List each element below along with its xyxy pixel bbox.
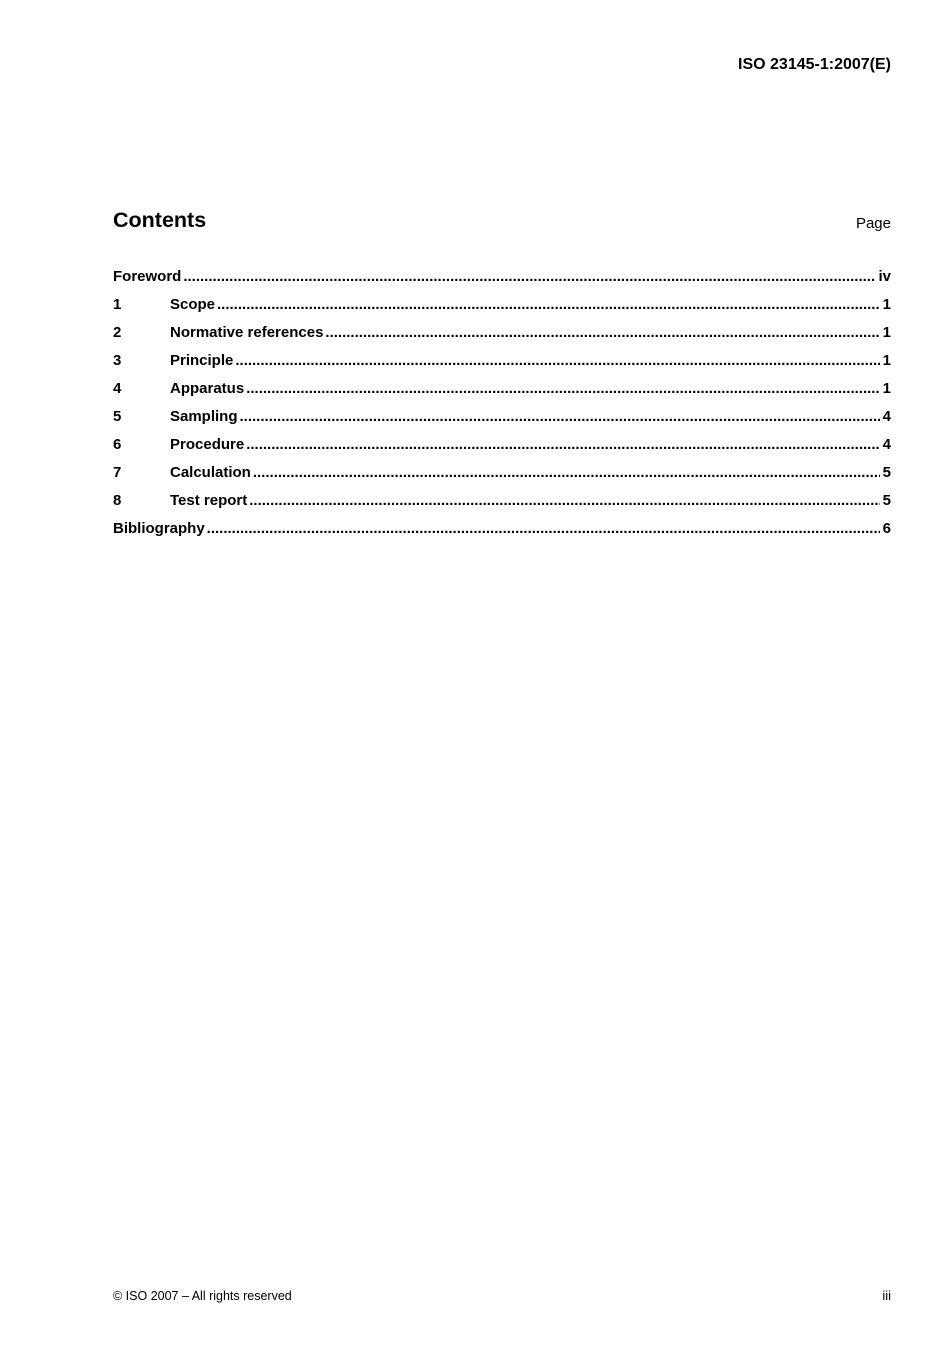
- table-of-contents: [113, 268, 891, 548]
- toc-entry-title: Calculation: [170, 464, 251, 481]
- toc-entry-number: 3: [113, 352, 122, 369]
- toc-entry-title: Normative references: [170, 324, 324, 341]
- toc-entry-apparatus[interactable]: [113, 380, 891, 408]
- toc-entry-page: 6: [882, 520, 891, 537]
- contents-heading: Contents: [113, 208, 207, 232]
- toc-entry-number: 7: [113, 464, 122, 481]
- toc-entry-title: Principle: [170, 352, 234, 369]
- toc-entry-number: 8: [113, 492, 122, 509]
- toc-entry-number: 1: [113, 296, 122, 313]
- toc-entry-procedure[interactable]: [113, 436, 891, 464]
- document-id: ISO 23145-1:2007(E): [738, 56, 891, 73]
- toc-entry-title: Procedure: [170, 436, 245, 453]
- footer-copyright: © ISO 2007 – All rights reserved: [113, 1289, 292, 1303]
- toc-dot-leader: [235, 352, 879, 369]
- toc-entry-foreword[interactable]: [113, 268, 891, 296]
- toc-entry-title: Sampling: [170, 408, 238, 425]
- toc-entry-number: 6: [113, 436, 122, 453]
- toc-entry-page: 4: [882, 436, 891, 453]
- toc-entry-scope[interactable]: [113, 296, 891, 324]
- toc-entry-test-report[interactable]: [113, 492, 891, 520]
- toc-dot-leader: [240, 408, 880, 425]
- toc-entry-title: Scope: [170, 296, 216, 313]
- toc-entry-title: Test report: [170, 492, 248, 509]
- toc-entry-bibliography[interactable]: [113, 520, 891, 548]
- toc-entry-page: iv: [878, 268, 891, 285]
- toc-dot-leader: [207, 520, 880, 537]
- toc-entry-title: Foreword: [113, 268, 182, 285]
- toc-dot-leader: [325, 324, 879, 341]
- toc-dot-leader: [183, 268, 875, 285]
- toc-entry-page: 1: [882, 380, 891, 397]
- toc-dot-leader: [246, 436, 879, 453]
- toc-dot-leader: [246, 380, 879, 397]
- page-column-label: Page: [855, 215, 891, 232]
- toc-dot-leader: [217, 296, 880, 313]
- toc-entry-page: 5: [882, 492, 891, 509]
- toc-dot-leader: [249, 492, 879, 509]
- footer-page-number: iii: [882, 1288, 891, 1303]
- toc-entry-calculation[interactable]: [113, 464, 891, 492]
- toc-entry-normative-references[interactable]: [113, 324, 891, 352]
- toc-entry-title: Apparatus: [170, 380, 245, 397]
- toc-entry-number: 5: [113, 408, 122, 425]
- toc-entry-page: 5: [882, 464, 891, 481]
- toc-entry-principle[interactable]: [113, 352, 891, 380]
- toc-entry-number: 2: [113, 324, 122, 341]
- toc-entry-sampling[interactable]: [113, 408, 891, 436]
- toc-entry-title: Bibliography: [113, 520, 205, 537]
- toc-entry-number: 4: [113, 380, 122, 397]
- toc-entry-page: 1: [882, 352, 891, 369]
- toc-entry-page: 1: [882, 324, 891, 341]
- toc-dot-leader: [253, 464, 880, 481]
- toc-entry-page: 4: [882, 408, 891, 425]
- toc-entry-page: 1: [882, 296, 891, 313]
